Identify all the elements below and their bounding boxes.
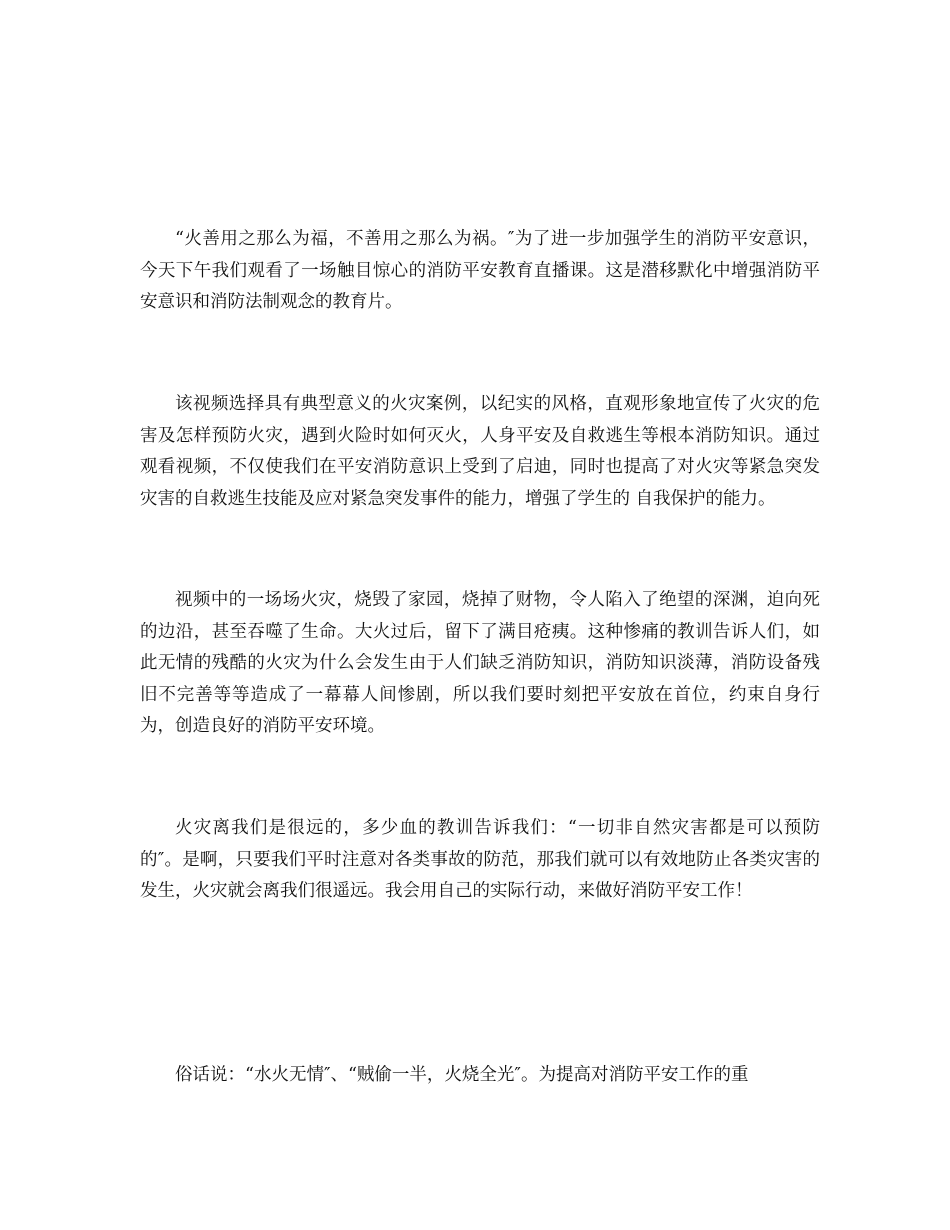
paragraph-1: “火善用之那么为福，不善用之那么为祸。″为了进一步加强学生的消防平安意识，今天下午我们观看了一场触目惊心的消防平安教育直播课。这是潜移默化中增强消防平安意识和消防法制观念的教育片。 (140, 229, 820, 312)
paragraph-5: 俗话说：“水火无情″、“贼偷一半，火烧全光″。为提高对消防平安工作的重 (175, 1065, 749, 1085)
paragraph-2: 该视频选择具有典型意义的火灾案例，以纪实的风格，直观形象地宣传了火灾的危害及怎样预防火灾，遇到火险时如何灭火，人身平安及自救逃生等根本消防知识。通过观看视频，不仅使我们在平安消防意识上受到了启迪，同时也提高了对火灾等紧急突发灾害的自救逃生技能及应对紧急突发事件的能力，增强了学生的 自我保护的能力。 (140, 394, 820, 509)
paragraph-3: 视频中的一场场火灾，烧毁了家园，烧掉了财物，令人陷入了绝望的深渊，迫向死的边沿，甚至吞噬了生命。大火过后，留下了满目疮痍。这种惨痛的教训告诉人们，如此无情的残酷的火灾为什么会发生由于人们缺乏消防知识，消防知识淡薄，消防设备残旧不完善等等造成了一幕幕人间惨剧，所以我们要时刻把平安放在首位，约束自身行为，创造良好的消防平安环境。 (140, 590, 820, 736)
paragraph-4: 火灾离我们是很远的，多少血的教训告诉我们：“一切非自然灾害都是可以预防的″。是啊，只要我们平时注意对各类事故的防范，那我们就可以有效地防止各类灾害的发生，火灾就会离我们很遥远。我会用自己的实际行动，来做好消防平安工作！ (140, 818, 820, 901)
